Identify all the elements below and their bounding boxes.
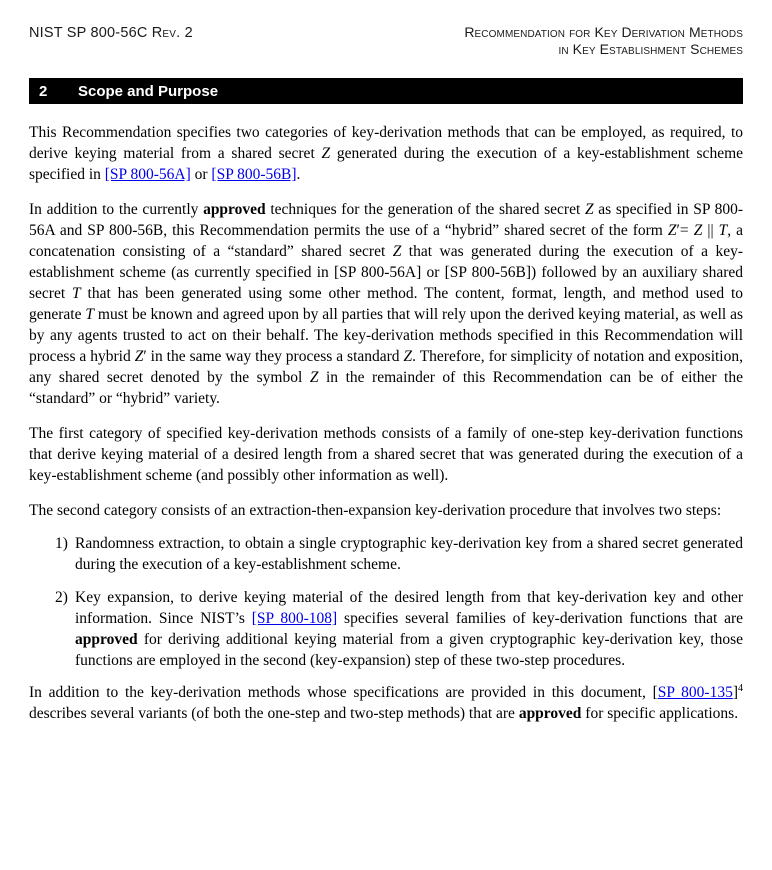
footnote-reference: 4 bbox=[738, 682, 744, 694]
text-segment: in the remainder of this Recommendation can be of either the “standard” or “hybrid” variety. bbox=[29, 369, 743, 407]
reference-link[interactable]: SP 800-135 bbox=[657, 684, 733, 701]
text-segment: ] bbox=[732, 684, 739, 701]
text-segment: T bbox=[718, 222, 728, 239]
text-segment: Z bbox=[321, 145, 331, 162]
list-item-text bbox=[75, 587, 743, 671]
text-segment: The first category of specified key-derivation methods consists of a family of one-step key-derivation functions that derive keying material of a desired length from a shared secret that was generated during the execution of a key-establishment scheme (and possibly other information as well). bbox=[29, 425, 743, 484]
text-segment: ′= bbox=[676, 222, 694, 239]
text-segment: for specific applications. bbox=[581, 705, 739, 722]
document-body bbox=[29, 122, 743, 724]
text-segment: Z bbox=[667, 222, 677, 239]
text-segment: The second category consists of an extraction-then-expansion key-derivation procedure that involves two steps: bbox=[29, 502, 722, 519]
section-heading-bar bbox=[29, 78, 743, 104]
text-segment: Key expansion, to derive keying material of the desired length from that key-derivation key and other information. Since NIST’s bbox=[75, 589, 743, 627]
section-number: 2 bbox=[39, 82, 48, 100]
text-segment: that has been generated using some other method. The content, format, length, and method used to generate bbox=[29, 285, 743, 323]
text-segment: describes several variants (of both the one-step and two-step methods) that are bbox=[29, 705, 519, 722]
text-segment: or bbox=[190, 166, 212, 183]
paragraph-first-category bbox=[29, 423, 743, 486]
text-segment: approved bbox=[75, 631, 138, 648]
running-head bbox=[464, 24, 743, 58]
list-item-randomness-extraction bbox=[29, 533, 743, 575]
text-segment: techniques for the generation of the shared secret bbox=[265, 201, 585, 218]
text-segment: approved bbox=[518, 705, 582, 722]
text-segment: T bbox=[85, 306, 95, 323]
numbered-list bbox=[29, 533, 743, 671]
paragraph-second-category bbox=[29, 500, 743, 521]
text-segment: , a concatenation consisting of a “standard” shared secret bbox=[29, 222, 743, 260]
text-segment: for deriving additional keying material from a given cryptographic key-derivation key, those functions are employed in the second (key-expansion) step of these two-step procedures. bbox=[75, 631, 743, 669]
text-segment: as specified in SP 800-56A and SP 800-56B, this Recommendation permits the use of a “hybrid” shared secret of the form bbox=[29, 201, 743, 239]
text-segment: Z bbox=[693, 222, 703, 239]
text-segment: generated during the execution of a key-establishment scheme specified in bbox=[29, 145, 744, 183]
text-segment: In addition to the currently bbox=[29, 201, 204, 218]
text-segment: Randomness extraction, to obtain a single cryptographic key-derivation key from a shared secret generated during the execution of a key-establishment scheme. bbox=[75, 535, 743, 573]
paragraph-scope-intro bbox=[29, 122, 743, 185]
running-head-line2: in Key Establishment Schemes bbox=[558, 41, 743, 57]
text-segment: specifies several families of key-derivation functions that are bbox=[337, 610, 744, 627]
paragraph-sp800-135-variants bbox=[29, 682, 743, 724]
text-segment: || bbox=[702, 222, 719, 239]
running-head-line1: Recommendation for Key Derivation Methods bbox=[464, 24, 743, 40]
section-title: Scope and Purpose bbox=[78, 82, 219, 100]
list-item-text bbox=[75, 533, 743, 575]
text-segment: Z bbox=[392, 243, 402, 260]
text-segment: T bbox=[72, 285, 81, 302]
list-item-number: 1) bbox=[55, 535, 68, 552]
list-item-number: 2) bbox=[55, 589, 68, 606]
reference-link[interactable]: [SP 800-56B] bbox=[211, 166, 297, 183]
text-segment: In addition to the key-derivation methods whose specifications are provided in this document, [ bbox=[29, 684, 658, 701]
document-id: NIST SP 800-56C Rev. 2 bbox=[29, 25, 193, 41]
reference-link[interactable]: [SP 800-56A] bbox=[104, 166, 191, 183]
reference-link[interactable]: [SP 800-108] bbox=[251, 610, 338, 627]
text-segment: approved bbox=[203, 201, 266, 218]
paragraph-hybrid-secret bbox=[29, 199, 743, 409]
text-segment: Z bbox=[403, 348, 413, 365]
text-segment: Z bbox=[134, 348, 144, 365]
text-segment: This Recommendation specifies two categories of key-derivation methods that can be employed, as required, to derive keying material from a shared secret bbox=[29, 124, 743, 162]
list-item-key-expansion bbox=[29, 587, 743, 671]
text-segment: must be known and agreed upon by all parties that will rely upon the derived keying material, as well as by any agents trusted to act on their behalf. The key-derivation methods specified in this Recommendation will process a hybrid bbox=[29, 306, 743, 365]
text-segment: . bbox=[296, 166, 301, 183]
text-segment: that was generated during the execution of a key-establishment scheme (as currently specified in [SP 800-56A] or [SP 800-56B]) followed by an auxiliary shared secret bbox=[29, 243, 743, 302]
text-segment: Z bbox=[584, 201, 594, 218]
text-segment: . Therefore, for simplicity of notation and exposition, any shared secret denoted by the symbol bbox=[29, 348, 743, 386]
text-segment: ′ in the same way they process a standard bbox=[143, 348, 404, 365]
text-segment: Z bbox=[309, 369, 319, 386]
page-header bbox=[29, 24, 743, 58]
